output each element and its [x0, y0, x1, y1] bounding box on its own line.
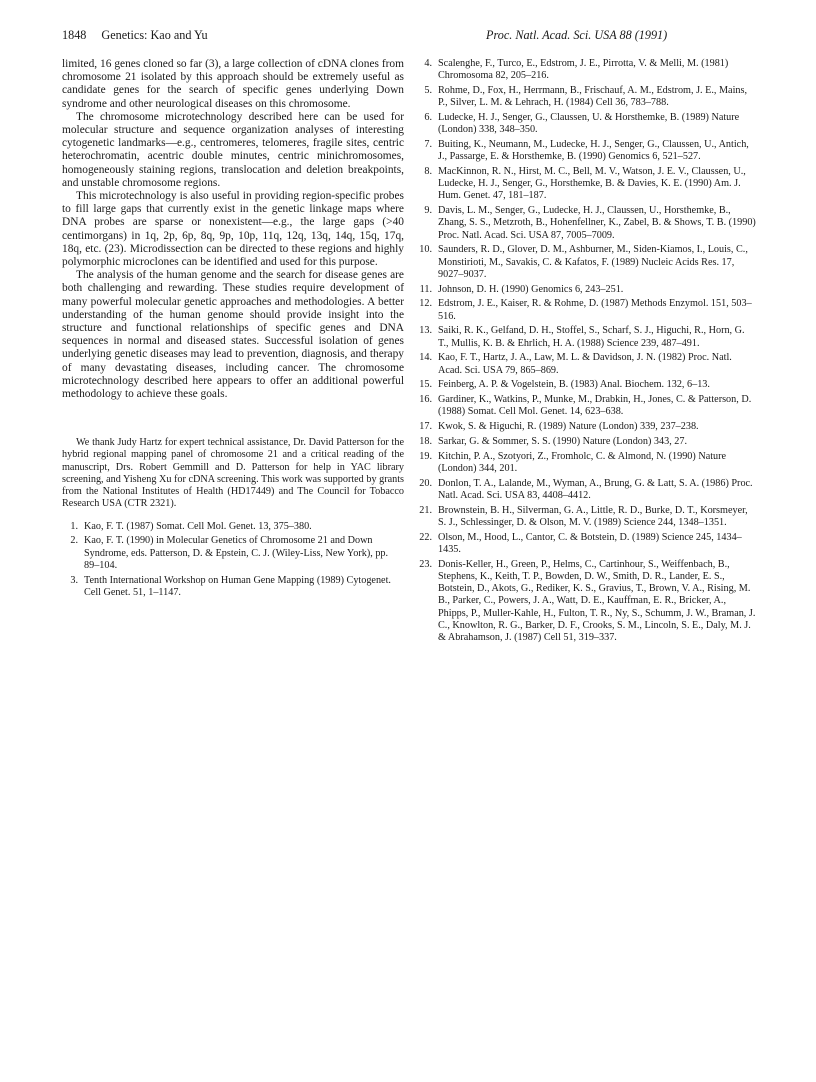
body-paragraph: The chromosome microtechnology described here can be used for molecular structure and sequence organization analyses of interesting cytogenetic landmarks—e.g., centromeres, telomeres, fragile sites, centric heterochromatin, acentric double minutes, centric minichromosomes, homogeneously staining regions, translocation and deletion breakpoints, and unstable chromosome regions.	[62, 110, 404, 189]
reference-number: 23.	[419, 558, 432, 570]
reference-item	[62, 575, 404, 599]
reference-number: 5.	[424, 85, 432, 96]
reference-number: 3.	[70, 574, 78, 586]
reference-item	[414, 298, 756, 322]
reference-item	[62, 535, 404, 572]
reference-item	[414, 436, 756, 448]
journal-title: Proc. Natl. Acad. Sci. USA 88 (1991)	[486, 28, 668, 42]
reference-text: Saiki, R. K., Gelfand, D. H., Stoffel, S., Scharf, S. J., Higuchi, R., Horn, G. T., Mullis, K. B. & Ehrlich, H. A. (1988) Science 239, 487–491.	[438, 325, 745, 349]
reference-list-left	[62, 521, 404, 599]
reference-text: Davis, L. M., Senger, G., Ludecke, H. J., Claussen, U., Horsthemke, B., Zhang, S. S., Metzroth, B., Hohenfellner, K., Zabel, B. & Shows, T. B. (1990) Proc. Natl. Acad. Sci. USA 87, 7005–7009.	[438, 205, 756, 241]
reference-item	[414, 532, 756, 556]
reference-item	[414, 166, 756, 203]
reference-text: Rohme, D., Fox, H., Herrmann, B., Frischauf, A. M., Edstrom, J. E., Mains, P., Silver, L. M. & Lehrach, H. (1984) Cell 36, 783–788.	[438, 85, 748, 109]
reference-text: Brownstein, B. H., Silverman, G. A., Little, R. D., Burke, D. T., Korsmeyer, S. J., Schlessinger, D. & Olson, M. V. (1989) Science 244, 1348–1351.	[438, 504, 748, 528]
reference-number: 16.	[419, 394, 432, 406]
page-number: 1848	[62, 28, 87, 42]
reference-number: 10.	[419, 244, 432, 256]
reference-item	[414, 325, 756, 349]
reference-number: 14.	[419, 352, 432, 364]
reference-text: Donlon, T. A., Lalande, M., Wyman, A., Brung, G. & Latt, S. A. (1986) Proc. Natl. Acad. Sci. USA 83, 4408–4412.	[438, 477, 753, 501]
reference-text: Kao, F. T. (1990) in Molecular Genetics of Chromosome 21 and Down Syndrome, eds. Patterson, D. & Epstein, C. J. (Wiley-Liss, New York), pp. 89–104.	[84, 535, 389, 571]
reference-number: 22.	[419, 531, 432, 543]
reference-number: 9.	[424, 205, 432, 217]
reference-item	[414, 85, 756, 109]
right-column	[414, 58, 756, 647]
reference-item	[414, 478, 756, 502]
reference-item	[414, 379, 756, 391]
reference-item	[414, 421, 756, 433]
reference-number: 1.	[70, 520, 78, 532]
section-title: Genetics: Kao and Yu	[101, 28, 208, 42]
reference-number: 19.	[419, 450, 432, 462]
reference-text: Gardiner, K., Watkins, P., Munke, M., Drabkin, H., Jones, C. & Patterson, D. (1988) Somat. Cell Mol. Genet. 14, 623–638.	[438, 394, 752, 418]
reference-number: 15.	[419, 379, 432, 391]
reference-text: Saunders, R. D., Glover, D. M., Ashburner, M., Siden-Kiamos, I., Louis, C., Monstirioti, M., Savakis, C. & Kafatos, F. (1989) Nucleic Acids Res. 17, 9027–9037.	[438, 244, 748, 280]
reference-text: Olson, M., Hood, L., Cantor, C. & Botstein, D. (1989) Science 245, 1434–1435.	[438, 531, 742, 555]
reference-number: 12.	[419, 298, 432, 310]
reference-number: 11.	[419, 283, 432, 295]
left-column	[62, 58, 404, 602]
reference-number: 7.	[424, 139, 432, 150]
reference-number: 21.	[419, 504, 432, 516]
reference-number: 13.	[419, 325, 432, 337]
reference-text: Kao, F. T. (1987) Somat. Cell Mol. Genet. 13, 375–380.	[84, 520, 312, 532]
reference-number: 18.	[419, 436, 432, 447]
body-paragraph: The analysis of the human genome and the search for disease genes are both challenging and rewarding. These studies require development of many powerful molecular genetic approaches and methodologies. A better understanding of the human genome should provide insight into the structure and functional relationships of specific genes and DNA sequences in normal and diseased states. Successful isolation of genes underlying genetic diseases may lead to prevention, diagnosis, and therapy of many devastating diseases, including cancer. The chromosome microtechnology described here appears to offer an additional powerful methodology to achieve these goals.	[62, 269, 404, 401]
reference-number: 8.	[424, 166, 432, 177]
acknowledgment: We thank Judy Hartz for expert technical assistance, Dr. David Patterson for the hybrid regional mapping panel of chromosome 21 and a critical reading of the manuscript, Drs. Robert Gemmill and D. Patterson for help in YAC library screening, and Yisheng Xu for cDNA screening. This work was supported by grants from the National Institutes of Health (HD17449) and The Council for Tobacco Research USA (CTR 2321).	[62, 437, 404, 510]
reference-item	[414, 244, 756, 281]
reference-item	[414, 352, 756, 376]
reference-text: Buiting, K., Neumann, M., Ludecke, H. J., Senger, G., Claussen, U., Antich, J., Passarge, E. & Horsthemke, B. (1990) Genomics 6, 521–527.	[438, 139, 749, 163]
reference-number: 17.	[419, 421, 432, 433]
reference-text: Feinberg, A. P. & Vogelstein, B. (1983) Anal. Biochem. 132, 6–13.	[438, 379, 710, 391]
reference-item	[414, 139, 756, 163]
reference-text: Ludecke, H. J., Senger, G., Claussen, U. & Horsthemke, B. (1989) Nature (London) 338, 348–350.	[438, 112, 740, 136]
reference-item	[414, 394, 756, 418]
reference-list-right	[414, 58, 756, 644]
reference-number: 4.	[424, 58, 432, 69]
body-paragraph: This microtechnology is also useful in providing region-specific probes to fill large gaps that currently exist in the genetic linkage maps where DNA probes are sparse or nonexistent—e.g., the large gaps (>40 centimorgans) in 1q, 2p, 6p, 8q, 9p, 10p, 11q, 12q, 13q, 14q, 15q, 17q, 18q, etc. (23). Microdissection can be directed to these regions and highly polymorphic microclones can be identified and used for this purpose.	[62, 190, 404, 269]
reference-text: Tenth International Workshop on Human Gene Mapping (1989) Cytogenet. Cell Genet. 51, 1–1147.	[84, 574, 391, 598]
reference-text: Donis-Keller, H., Green, P., Helms, C., Cartinhour, S., Weiffenbach, B., Stephens, K., Keith, T. P., Bowden, D. W., Smith, D. R., Lander, E. S., Botstein, D., Akots, G., Rediker, K. S., Gravius, T., Brown, V. A., Rising, M. B., Parker, C., Powers, J. A., Watt, D. E., Kauffman, E. R., Bricker, A., Phipps, P., Muller-Kahle, H., Fulton, T. R., Ny, S., Schumm, J. W., Braman, J. C., Knowlton, R. G., Barker, D. F., Crooks, S. M., Lincoln, S. E., Daly, M. J. & Abrahamson, J. (1987) Cell 51, 319–337.	[438, 558, 756, 644]
reference-item	[414, 112, 756, 136]
reference-item	[414, 284, 756, 296]
reference-number: 6.	[424, 112, 432, 123]
reference-text: Kao, F. T., Hartz, J. A., Law, M. L. & Davidson, J. N. (1982) Proc. Natl. Acad. Sci. USA 79, 865–869.	[438, 352, 732, 376]
reference-text: MacKinnon, R. N., Hirst, M. C., Bell, M. V., Watson, J. E. V., Claussen, U., Ludecke, H. J., Senger, G., Horsthemke, B. & Davies, K. E. (1990) Am. J. Hum. Genet. 47, 181–187.	[438, 166, 746, 202]
reference-text: Johnson, D. H. (1990) Genomics 6, 243–251.	[438, 283, 624, 295]
running-header	[62, 28, 208, 43]
reference-text: Sarkar, G. & Sommer, S. S. (1990) Nature (London) 343, 27.	[438, 436, 688, 447]
reference-item	[414, 205, 756, 242]
reference-number: 20.	[419, 477, 432, 489]
reference-item	[414, 505, 756, 529]
reference-text: Kitchin, P. A., Szotyori, Z., Fromholc, C. & Almond, N. (1990) Nature (London) 344, 201.	[438, 450, 727, 474]
reference-item	[414, 451, 756, 475]
reference-number: 2.	[70, 535, 78, 547]
reference-item	[414, 58, 756, 82]
reference-text: Edstrom, J. E., Kaiser, R. & Rohme, D. (1987) Methods Enzymol. 151, 503–516.	[438, 298, 752, 322]
reference-item	[62, 521, 404, 533]
body-paragraph: limited, 16 genes cloned so far (3), a large collection of cDNA clones from chromosome 21 isolated by this approach should be extremely useful as candidate genes for the search of specific genes underlying Down syndrome and other neurological diseases on this chromosome.	[62, 58, 404, 110]
reference-item	[414, 559, 756, 644]
reference-text: Scalenghe, F., Turco, E., Edstrom, J. E., Pirrotta, V. & Melli, M. (1981) Chromosoma 82, 205–216.	[438, 58, 729, 82]
reference-text: Kwok, S. & Higuchi, R. (1989) Nature (London) 339, 237–238.	[438, 421, 699, 433]
